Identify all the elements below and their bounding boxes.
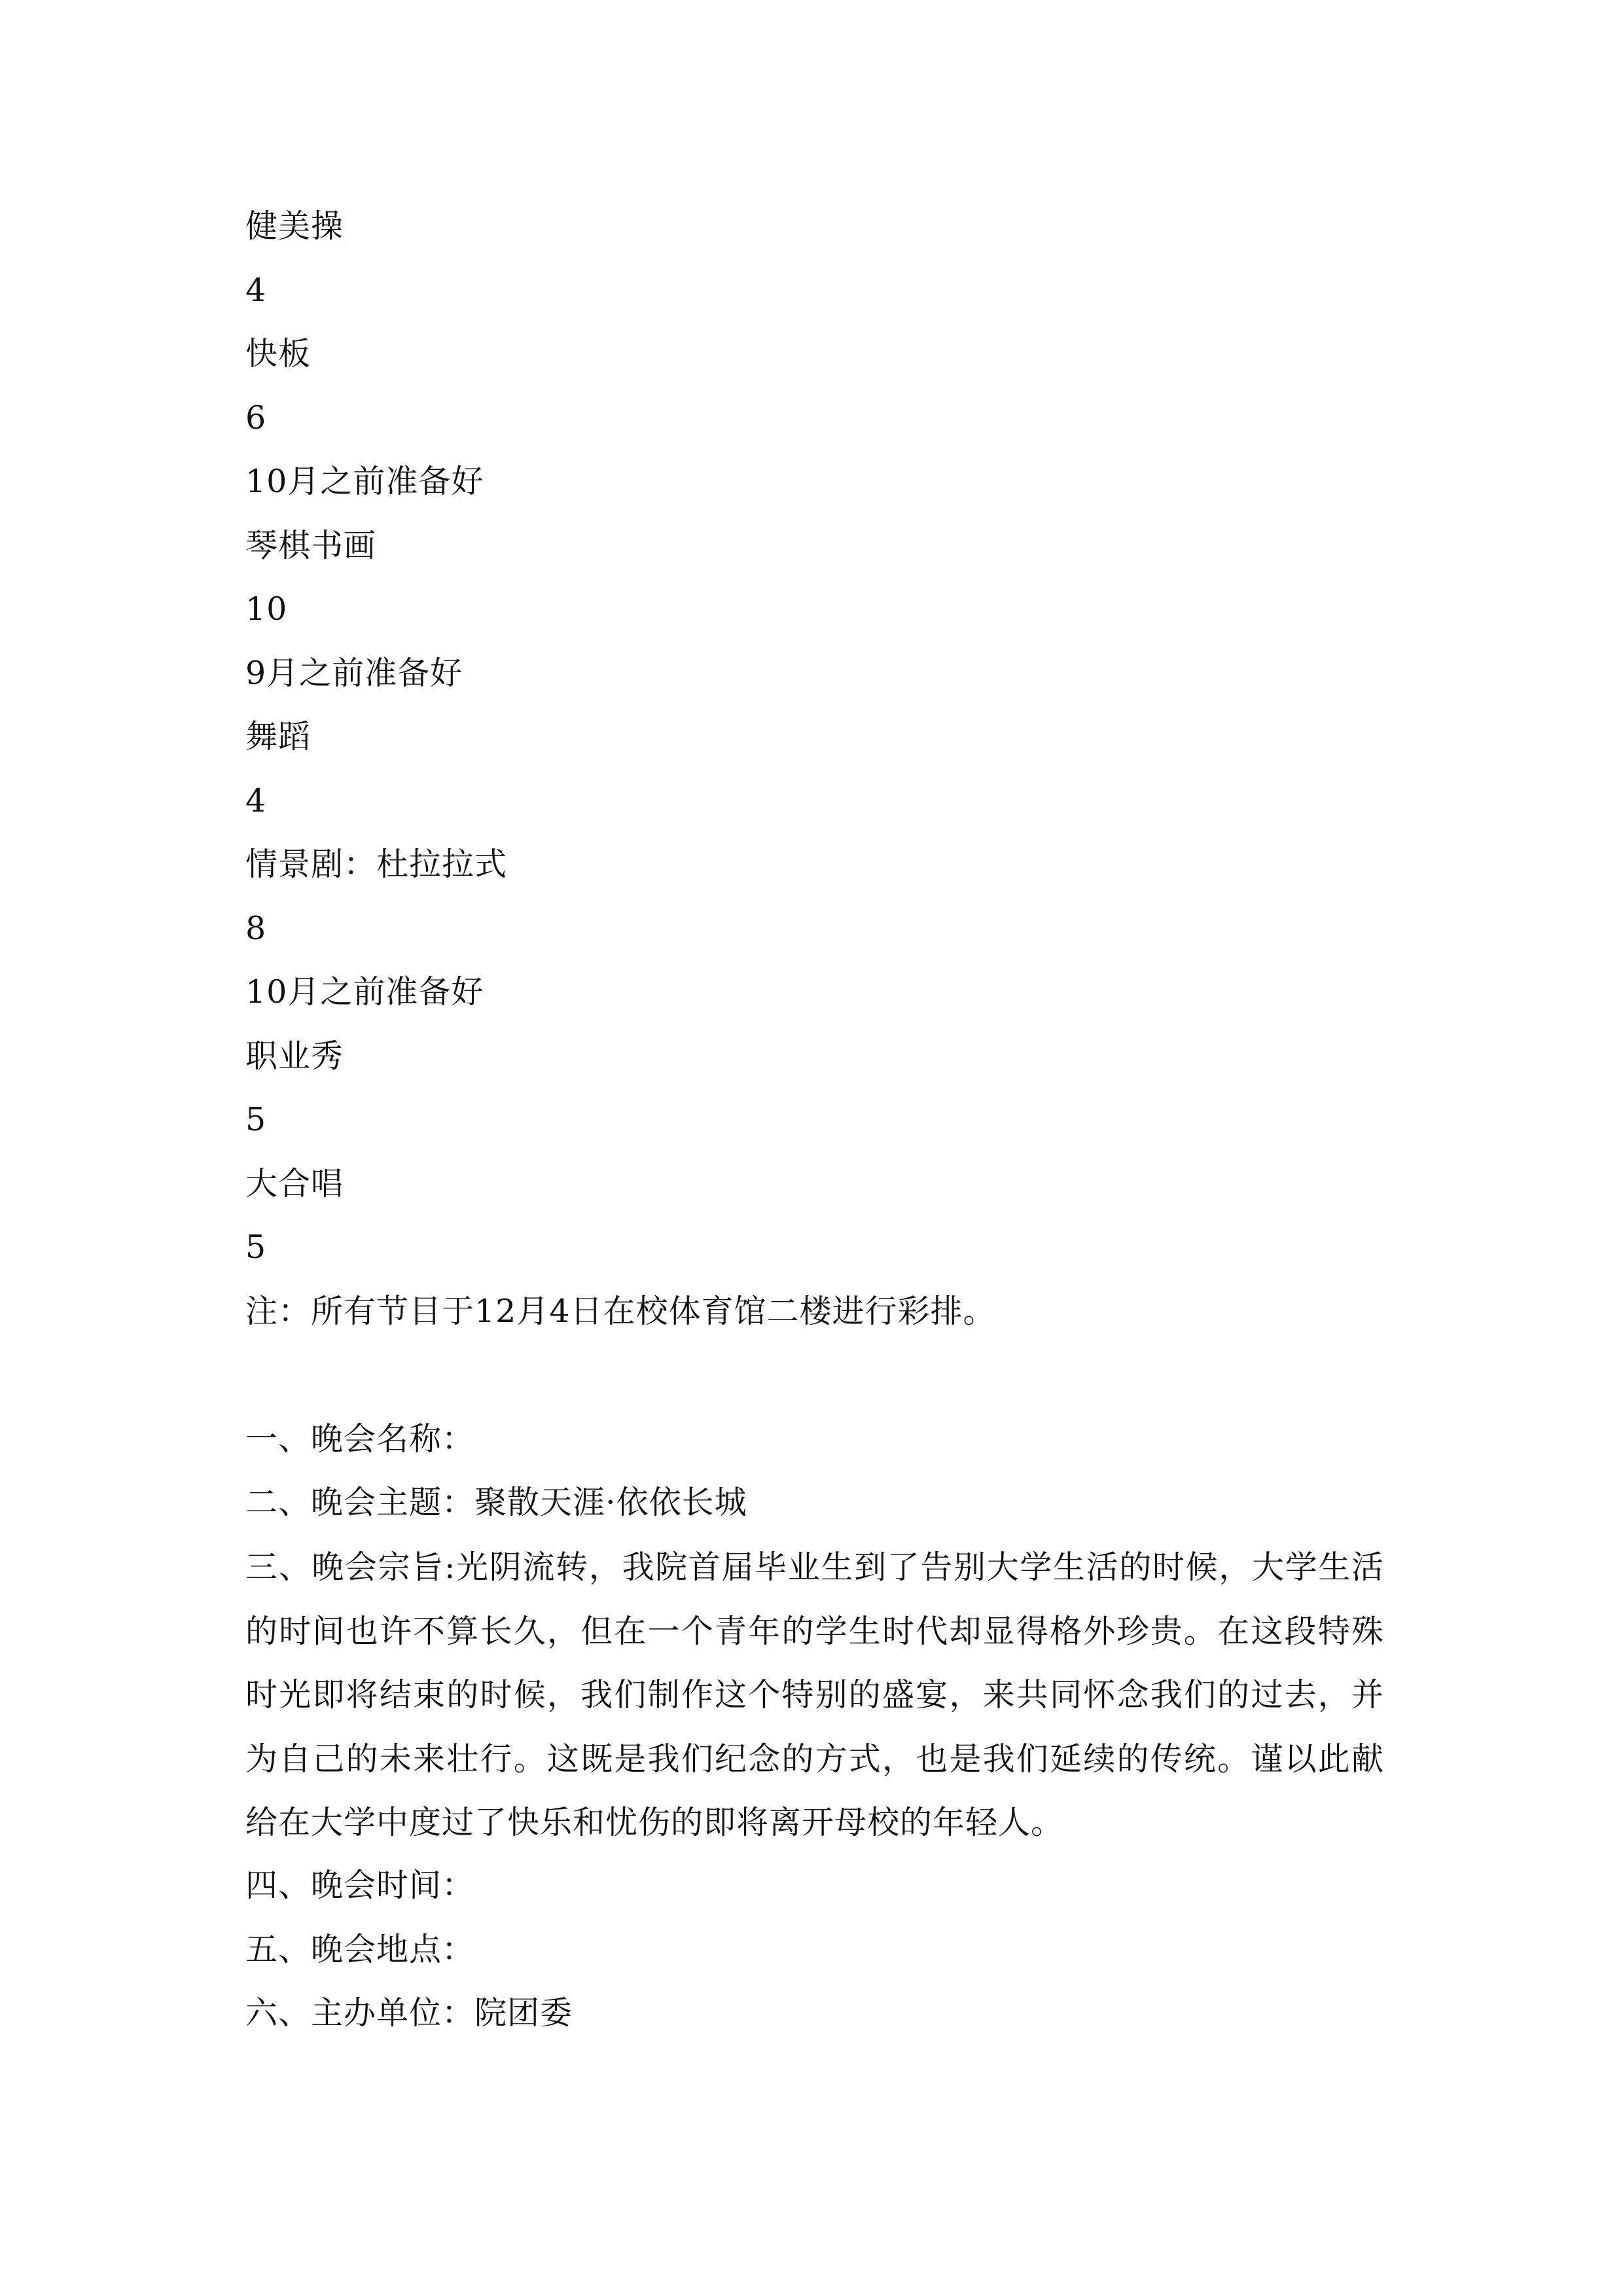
section-event-location: 五、晚会地点：: [245, 1931, 475, 1968]
program-item-deadline: 10月之前准备好: [245, 973, 484, 1011]
section-event-name: 一、晚会名称：: [245, 1420, 475, 1458]
program-item-count: 4: [245, 272, 267, 309]
rehearsal-note: 注：所有节目于12月4日在校体育馆二楼进行彩排。: [245, 1293, 996, 1330]
program-item-name: 大合唱: [245, 1165, 344, 1202]
program-item-name: 快板: [245, 335, 312, 372]
program-item-count: 6: [245, 399, 267, 437]
program-item-deadline: 10月之前准备好: [245, 463, 484, 500]
program-item-name: 职业秀: [245, 1037, 344, 1075]
section-event-theme: 二、晚会主题：聚散天涯·依依长城: [245, 1484, 747, 1521]
section-event-purpose: 三、晚会宗旨:光阴流转，我院首届毕业生到了告别大学生活的时候，大学生活的时间也许不算长久，但在一个青年的学生时代却显得格外珍贵。在这段特殊时光即将结束的时候，我们制作这个特别的盛宴，来共同怀念我们的过去，并为自己的未来壮行。这既是我们纪念的方式，也是我们延续的传统。谨以此献给在大学中度过了快乐和忧伤的即将离开母校的年轻人。: [245, 1549, 1384, 1841]
section-event-time: 四、晚会时间：: [245, 1867, 475, 1904]
program-item-name: 情景剧：杜拉拉式: [245, 846, 508, 883]
section-organizer: 六、主办单位：院团委: [245, 1994, 573, 2032]
program-item-deadline: 9月之前准备好: [245, 655, 463, 692]
program-item-count: 8: [245, 910, 267, 947]
program-item-name: 琴棋书画: [245, 527, 377, 564]
program-item-count: 10: [245, 590, 288, 628]
program-item-name: 健美操: [245, 207, 344, 245]
program-item-count: 5: [245, 1101, 267, 1138]
program-item-name: 舞蹈: [245, 718, 312, 755]
program-item-count: 5: [245, 1229, 267, 1266]
program-item-count: 4: [245, 782, 267, 819]
